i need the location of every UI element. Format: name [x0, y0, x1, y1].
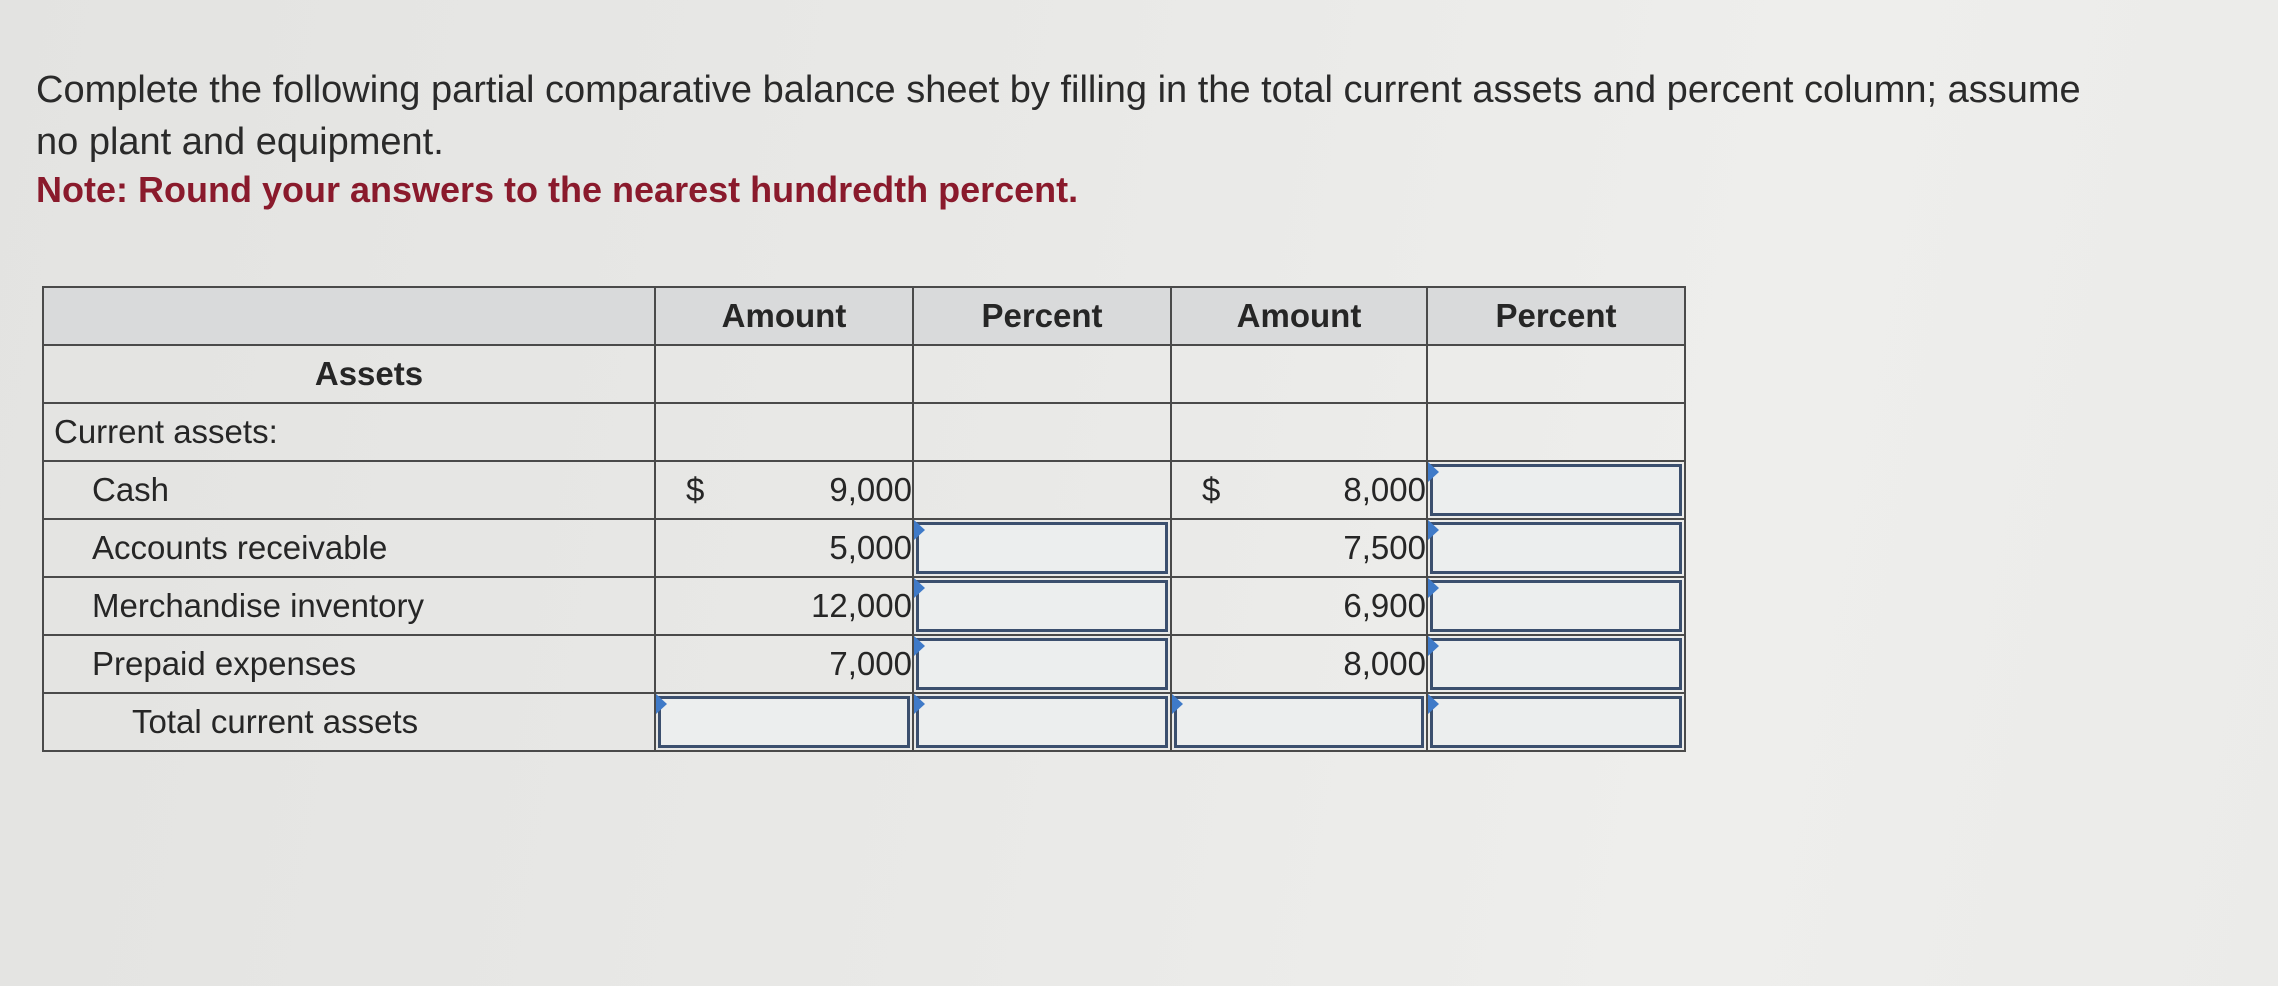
input-flag-icon [1428, 694, 1439, 714]
inventory-percent-2-cell[interactable] [1427, 577, 1685, 635]
input-flag-icon [1428, 578, 1439, 598]
inventory-percent-2-input[interactable] [1430, 580, 1682, 632]
table-row [43, 577, 1685, 635]
header-percent-1: Percent [913, 287, 1171, 345]
empty-cell [913, 345, 1171, 403]
ar-amount-1: 5,000 [655, 519, 913, 577]
row-label-cash: Cash [43, 461, 655, 519]
row-label-total-current-assets: Total current assets [43, 693, 655, 751]
inventory-amount-2: 6,900 [1171, 577, 1427, 635]
inventory-percent-1-cell[interactable] [913, 577, 1171, 635]
empty-cell [655, 403, 913, 461]
prepaid-percent-2-cell[interactable] [1427, 635, 1685, 693]
input-flag-icon [914, 636, 925, 656]
table-row [43, 635, 1685, 693]
total-amount-2-cell[interactable] [1171, 693, 1427, 751]
input-flag-icon [914, 520, 925, 540]
empty-cell [913, 403, 1171, 461]
prepaid-percent-1-input[interactable] [916, 638, 1168, 690]
table-row [43, 461, 1685, 519]
cash-percent-2-cell[interactable] [1427, 461, 1685, 519]
assets-row [43, 345, 1685, 403]
assets-label: Assets [43, 345, 655, 403]
inventory-amount-1: 12,000 [655, 577, 913, 635]
ar-percent-2-input[interactable] [1430, 522, 1682, 574]
inventory-percent-1-input[interactable] [916, 580, 1168, 632]
total-percent-2-cell[interactable] [1427, 693, 1685, 751]
header-percent-2: Percent [1427, 287, 1685, 345]
ar-percent-1-input[interactable] [916, 522, 1168, 574]
input-flag-icon [1428, 636, 1439, 656]
instructions-text [36, 64, 2256, 168]
cash-percent-2-input[interactable] [1430, 464, 1682, 516]
input-flag-icon [1428, 462, 1439, 482]
cash-percent-1-cell [913, 461, 1171, 519]
cash-amount-1-value: 9,000 [829, 471, 912, 508]
cash-amount-1 [655, 461, 913, 519]
empty-cell [655, 345, 913, 403]
cash-amount-2 [1171, 461, 1427, 519]
input-flag-icon [1172, 694, 1183, 714]
current-assets-row [43, 403, 1685, 461]
current-assets-label: Current assets: [43, 403, 655, 461]
empty-cell [1171, 345, 1427, 403]
input-flag-icon [656, 694, 667, 714]
prepaid-percent-2-input[interactable] [1430, 638, 1682, 690]
prepaid-amount-2: 8,000 [1171, 635, 1427, 693]
empty-cell [1171, 403, 1427, 461]
instructions-line-1: Complete the following partial comparative balance sheet by filling in the total current assets and percent column; assume [36, 69, 2081, 111]
total-amount-1-input[interactable] [658, 696, 910, 748]
header-blank [43, 287, 655, 345]
header-row [43, 287, 1685, 345]
row-label-prepaid-expenses: Prepaid expenses [43, 635, 655, 693]
input-flag-icon [914, 578, 925, 598]
row-label-accounts-receivable: Accounts receivable [43, 519, 655, 577]
empty-cell [1427, 403, 1685, 461]
total-percent-2-input[interactable] [1430, 696, 1682, 748]
input-flag-icon [914, 694, 925, 714]
ar-percent-1-cell[interactable] [913, 519, 1171, 577]
ar-amount-2: 7,500 [1171, 519, 1427, 577]
ar-percent-2-cell[interactable] [1427, 519, 1685, 577]
comparative-balance-sheet [42, 286, 1686, 752]
total-percent-1-input[interactable] [916, 696, 1168, 748]
input-flag-icon [1428, 520, 1439, 540]
rounding-note: Note: Round your answers to the nearest hundredth percent. [36, 169, 1079, 210]
empty-cell [1427, 345, 1685, 403]
dollar-sign: $ [686, 471, 705, 508]
instructions-line-2: no plant and equipment. [36, 121, 444, 163]
cash-amount-2-value: 8,000 [1343, 471, 1426, 508]
total-row [43, 693, 1685, 751]
total-amount-2-input[interactable] [1174, 696, 1424, 748]
header-amount-1: Amount [655, 287, 913, 345]
dollar-sign: $ [1202, 471, 1221, 508]
header-amount-2: Amount [1171, 287, 1427, 345]
total-percent-1-cell[interactable] [913, 693, 1171, 751]
prepaid-amount-1: 7,000 [655, 635, 913, 693]
total-amount-1-cell[interactable] [655, 693, 913, 751]
prepaid-percent-1-cell[interactable] [913, 635, 1171, 693]
table-row [43, 519, 1685, 577]
row-label-merchandise-inventory: Merchandise inventory [43, 577, 655, 635]
